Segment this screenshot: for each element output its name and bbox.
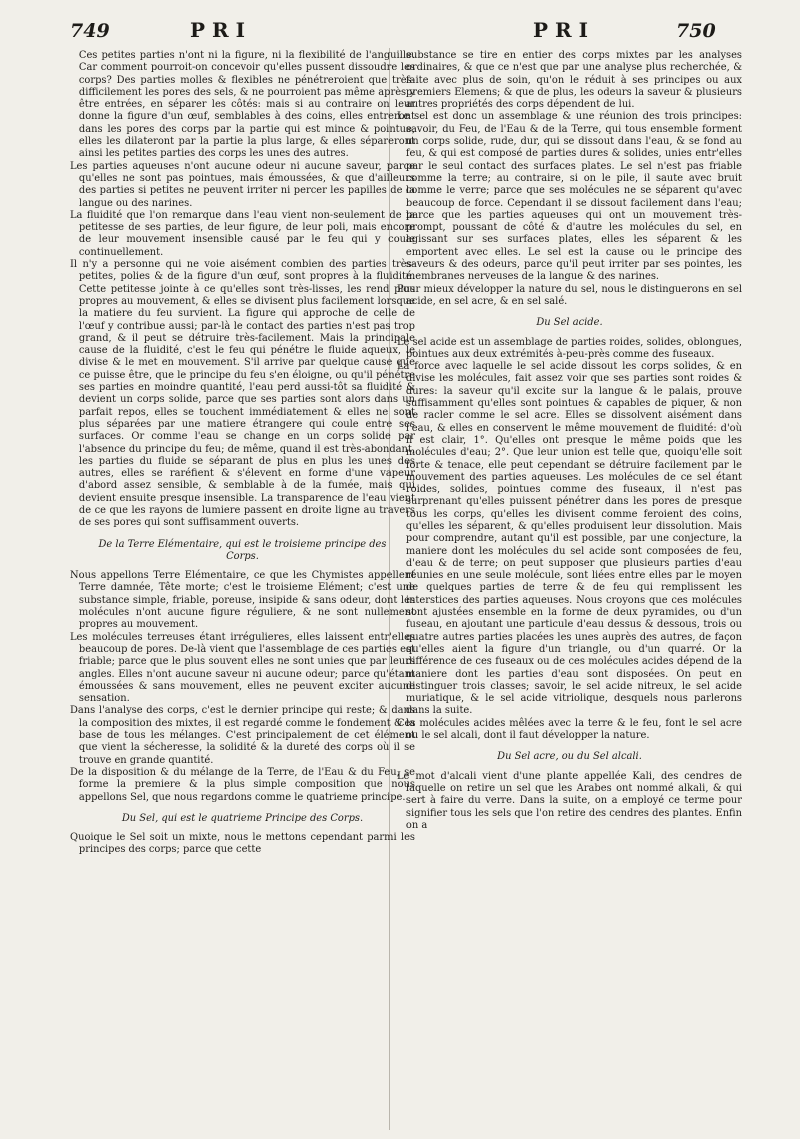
right-column bbox=[397, 50, 742, 832]
paragraph: Ces molécules acides mêlées avec la terre & le feu, font le sel acre ou le sel alcali, dont il faut développer la nature. bbox=[397, 717, 742, 742]
running-head-right: P R I bbox=[533, 18, 588, 42]
paragraph: Les parties aqueuses n'ont aucune odeur ni aucune saveur, parce qu'elles ne sont pas pointues, mais émoussées, & que d'ailleurs des parties si petites ne peuvent irriter ni percer les papilles de la langue ou des narines. bbox=[70, 160, 415, 209]
paragraph: substance se tire en entier des corps mixtes par les analyses ordinaires, & que ce n'est que par une analyse plus recherchée, & faite avec plus de soin, qu'on le réduit à ses principes ou aux premiers Elemens; & que de plus, les odeurs la saveur & plusieurs autres propriétés des corps dépendent de lui. bbox=[405, 50, 742, 111]
left-column bbox=[70, 50, 415, 857]
section-heading: De la Terre Elémentaire, qui est le troisieme principe des Corps. bbox=[98, 538, 387, 562]
running-head-left: P R I bbox=[190, 18, 245, 42]
paragraph: Ces petites parties n'ont ni la figure, ni la flexibilité de l'anguille. Car comment pourroit-on concevoir qu'elles pussent dissoudre les corps? Des parties molles & flexibles ne pénétreroient que très-difficilement les pores des sels, & ne pourroient pas même après y être entrées, en séparer les côtés: mais si au contraire on leur donne la figure d'un œuf, semblables à des coins, elles entreront dans les pores des corps par la partie qui est mince & pointue, elles les dilateront par la partie la plus large, & elles sépareront ainsi les petites parties des corps les unes des autres. bbox=[78, 50, 415, 160]
page-number-right: 750 bbox=[676, 20, 716, 42]
paragraph: Le sel acide est un assemblage de parties roides, solides, oblongues, pointues aux deux extrémités à-peu-près comme des fuseaux. bbox=[397, 336, 742, 360]
section-heading: Du Sel acre, ou du Sel alcali. bbox=[497, 751, 642, 763]
page-number-left: 749 bbox=[70, 20, 110, 42]
paragraph: Le sel est donc un assemblage & une réunion des trois principes: savoir, du Feu, de l'Eau & de la Terre, qui tous ensemble forment un corps solide, rude, dur, qui se dissout dans l'eau, & se fond au feu, & qui est composé de parties dures & solides, unies entr'elles par le seul contact des surfaces plates. Le sel n'est pas friable comme la terre; au contraire, si on le pile, il saute avec bruit comme le verre; parce que ses molécules ne se séparent qu'avec beaucoup de force. Cependant il se dissout facilement dans l'eau; parce que les parties aqueuses qui ont un mouvement très-prompt, poussant de côté & d'autre les molécules du sel, en agissant sur ses surfaces plates, elles les séparent & les emportent avec elles. Le sel est la cause ou le principe des saveurs & des odeurs, parce qu'il peut irriter par ses pointes, les membranes nerveuses de la langue & des narines. bbox=[397, 111, 742, 283]
paragraph: Dans l'analyse des corps, c'est le dernier principe qui reste; & dans la composition des mixtes, il est regardé comme le fondement & la base de tous les mélanges. C'est principalement de cet élément que vient la sécheresse, la solidité & la dureté des corps où il se trouve en grande quantité. bbox=[70, 705, 415, 766]
paragraph: Il n'y a personne qui ne voie aisément combien des parties très-petites, polies & de la figure d'un œuf, sont propres à la fluidité. Cette petitesse jointe à ce qu'elles sont très-lisses, les rend plus propres au mouvement, & elles se divisent plus facilement lorsque la matiere du feu survient. La figure qui approche de celle de l'œuf y contribue aussi; par-là le contact des parties n'est pas trop grand, & il peut se détruire très-facilement. Mais la principale cause de la fluidité, c'est le feu qui pénétre le fluide aqueux, le divise & le met en mouvement. S'il arrive par quelque cause que ce puisse être, que le principe du feu s'en éloigne, ou qu'il pénétre ses parties en moindre quantité, l'eau perd aussi-tôt sa fluidité & devient un corps solide, parce que ses parties sont alors dans un parfait repos, elles se touchent immédiatement & elles ne sont plus séparées par une matiere étrangere qui coule entre ses surfaces. Or comme l'eau se change en un corps solide par l'absence du principe du feu; de même, quand il est très-abondant, les parties du fluide se séparant de plus en plus les unes des autres, elles se raréfient & s'élevent en forme d'une vapeur d'abord assez sensible, & semblable à de la fumée, mais qui devient ensuite presque insensible. La transparence de l'eau vient de ce que les rayons de lumiere passent en droite ligne au travers de ses pores qui sont suffisamment ouverts. bbox=[70, 259, 415, 529]
paragraph: Nous appellons Terre Elémentaire, ce que les Chymistes appellent Terre damnée, Tête morte; c'est le troisieme Elément; c'est une substance simple, friable, poreuse, insipide & sans odeur, dont les molécules n'ont aucune figure réguliere, & ne sont nullement propres au mouvement. bbox=[70, 570, 415, 631]
paragraph: Quoique le Sel soit un mixte, nous le mettons cependant parmi les principes des corps; parce que cette bbox=[70, 832, 415, 856]
paragraph: Les molécules terreuses étant irrégulieres, elles laissent entr'elles beaucoup de pores. De-là vient que l'assemblage de ces parties est friable; parce que le plus souvent elles ne sont unies que par leurs angles. Elles n'ont aucune saveur ni aucune odeur; parce qu'étant émoussées & sans mouvement, elles ne peuvent exciter aucune sensation. bbox=[70, 631, 415, 705]
section-heading: Du Sel acide. bbox=[536, 317, 603, 329]
section-heading: Du Sel, qui est le quatrieme Principe des Corps. bbox=[121, 812, 364, 824]
paragraph: Pour mieux développer la nature du sel, nous le distinguerons en sel acide, en sel acre, & en sel salé. bbox=[397, 283, 742, 307]
paragraph: La fluidité que l'on remarque dans l'eau vient non-seulement de la petitesse de ses parties, de leur figure, de leur poli, mais encore de leur mouvement insensible causé par le feu qui y coule continuellement. bbox=[70, 209, 415, 258]
paragraph: De la disposition & du mélange de la Terre, de l'Eau & du Feu, se forme la premiere & la plus simple composition que nous appellons Sel, que nous regardons comme le quatrieme principe. bbox=[70, 766, 415, 803]
paragraph: Le mot d'alcali vient d'une plante appellée Kali, des cendres de laquelle on retire un sel que les Arabes ont nommé alkali, & qui sert à faire du verre. Dans la suite, on a employé ce terme pour signifier tous les sels que l'on retire des cendres des plantes. Enfin on a bbox=[397, 770, 742, 831]
paragraph: La force avec laquelle le sel acide dissout les corps solides, & en divise les molécules, fait assez voir que ses parties sont roides & dures: la saveur qu'il excite sur la langue & le palais, prouve suffisamment qu'elles sont pointues & capables de piquer, & non de racler comme le sel acre. Elles se dissolvent aisément dans l'eau, & elles en conservent le même mouvement de fluidité: d'où il est clair, 1°. Qu'elles ont presque le même poids que les molécules d'eau; 2°. Que leur union est telle que, quoiqu'elle soit forte & tenace, elle peut cependant se détruire facilement par le mouvement des parties aqueuses. Les molécules de ce sel étant roides, solides, pointues comme des fuseaux, il n'est pas surprenant qu'elles puissent pénétrer dans les pores de presque tous les corps, qu'elles les divisent comme feroient des coins, qu'elles les séparent, & qu'elles produisent leur dissolution. Mais pour comprendre, autant qu'il est possible, par une conjecture, la maniere dont les molécules du sel acide sont composées de feu, d'eau & de terre; on peut supposer que plusieurs parties d'eau réunies en une seule molécule, sont liées entre elles par le moyen de quelques parties de terre & de feu qui remplissent les interstices des parties aqueuses. Nous croyons que ces molécules sont ajustées ensemble en la forme de deux pyramides, ou d'un fuseau, en ajoutant une particule d'eau dessus & dessous, trois ou quatre autres parties placées les unes auprès des autres, de façon qu'elles aient la figure d'un triangle, ou d'un quarré. Or la différence de ces fuseaux ou de ces molécules acides dépend de la maniere dont les parties d'eau sont disposées. On peut en distinguer trois classes; savoir, le sel acide nitreux, le sel acide muriatique, & le sel acide vitriolique, desquels nous parlerons dans la suite. bbox=[397, 361, 742, 717]
